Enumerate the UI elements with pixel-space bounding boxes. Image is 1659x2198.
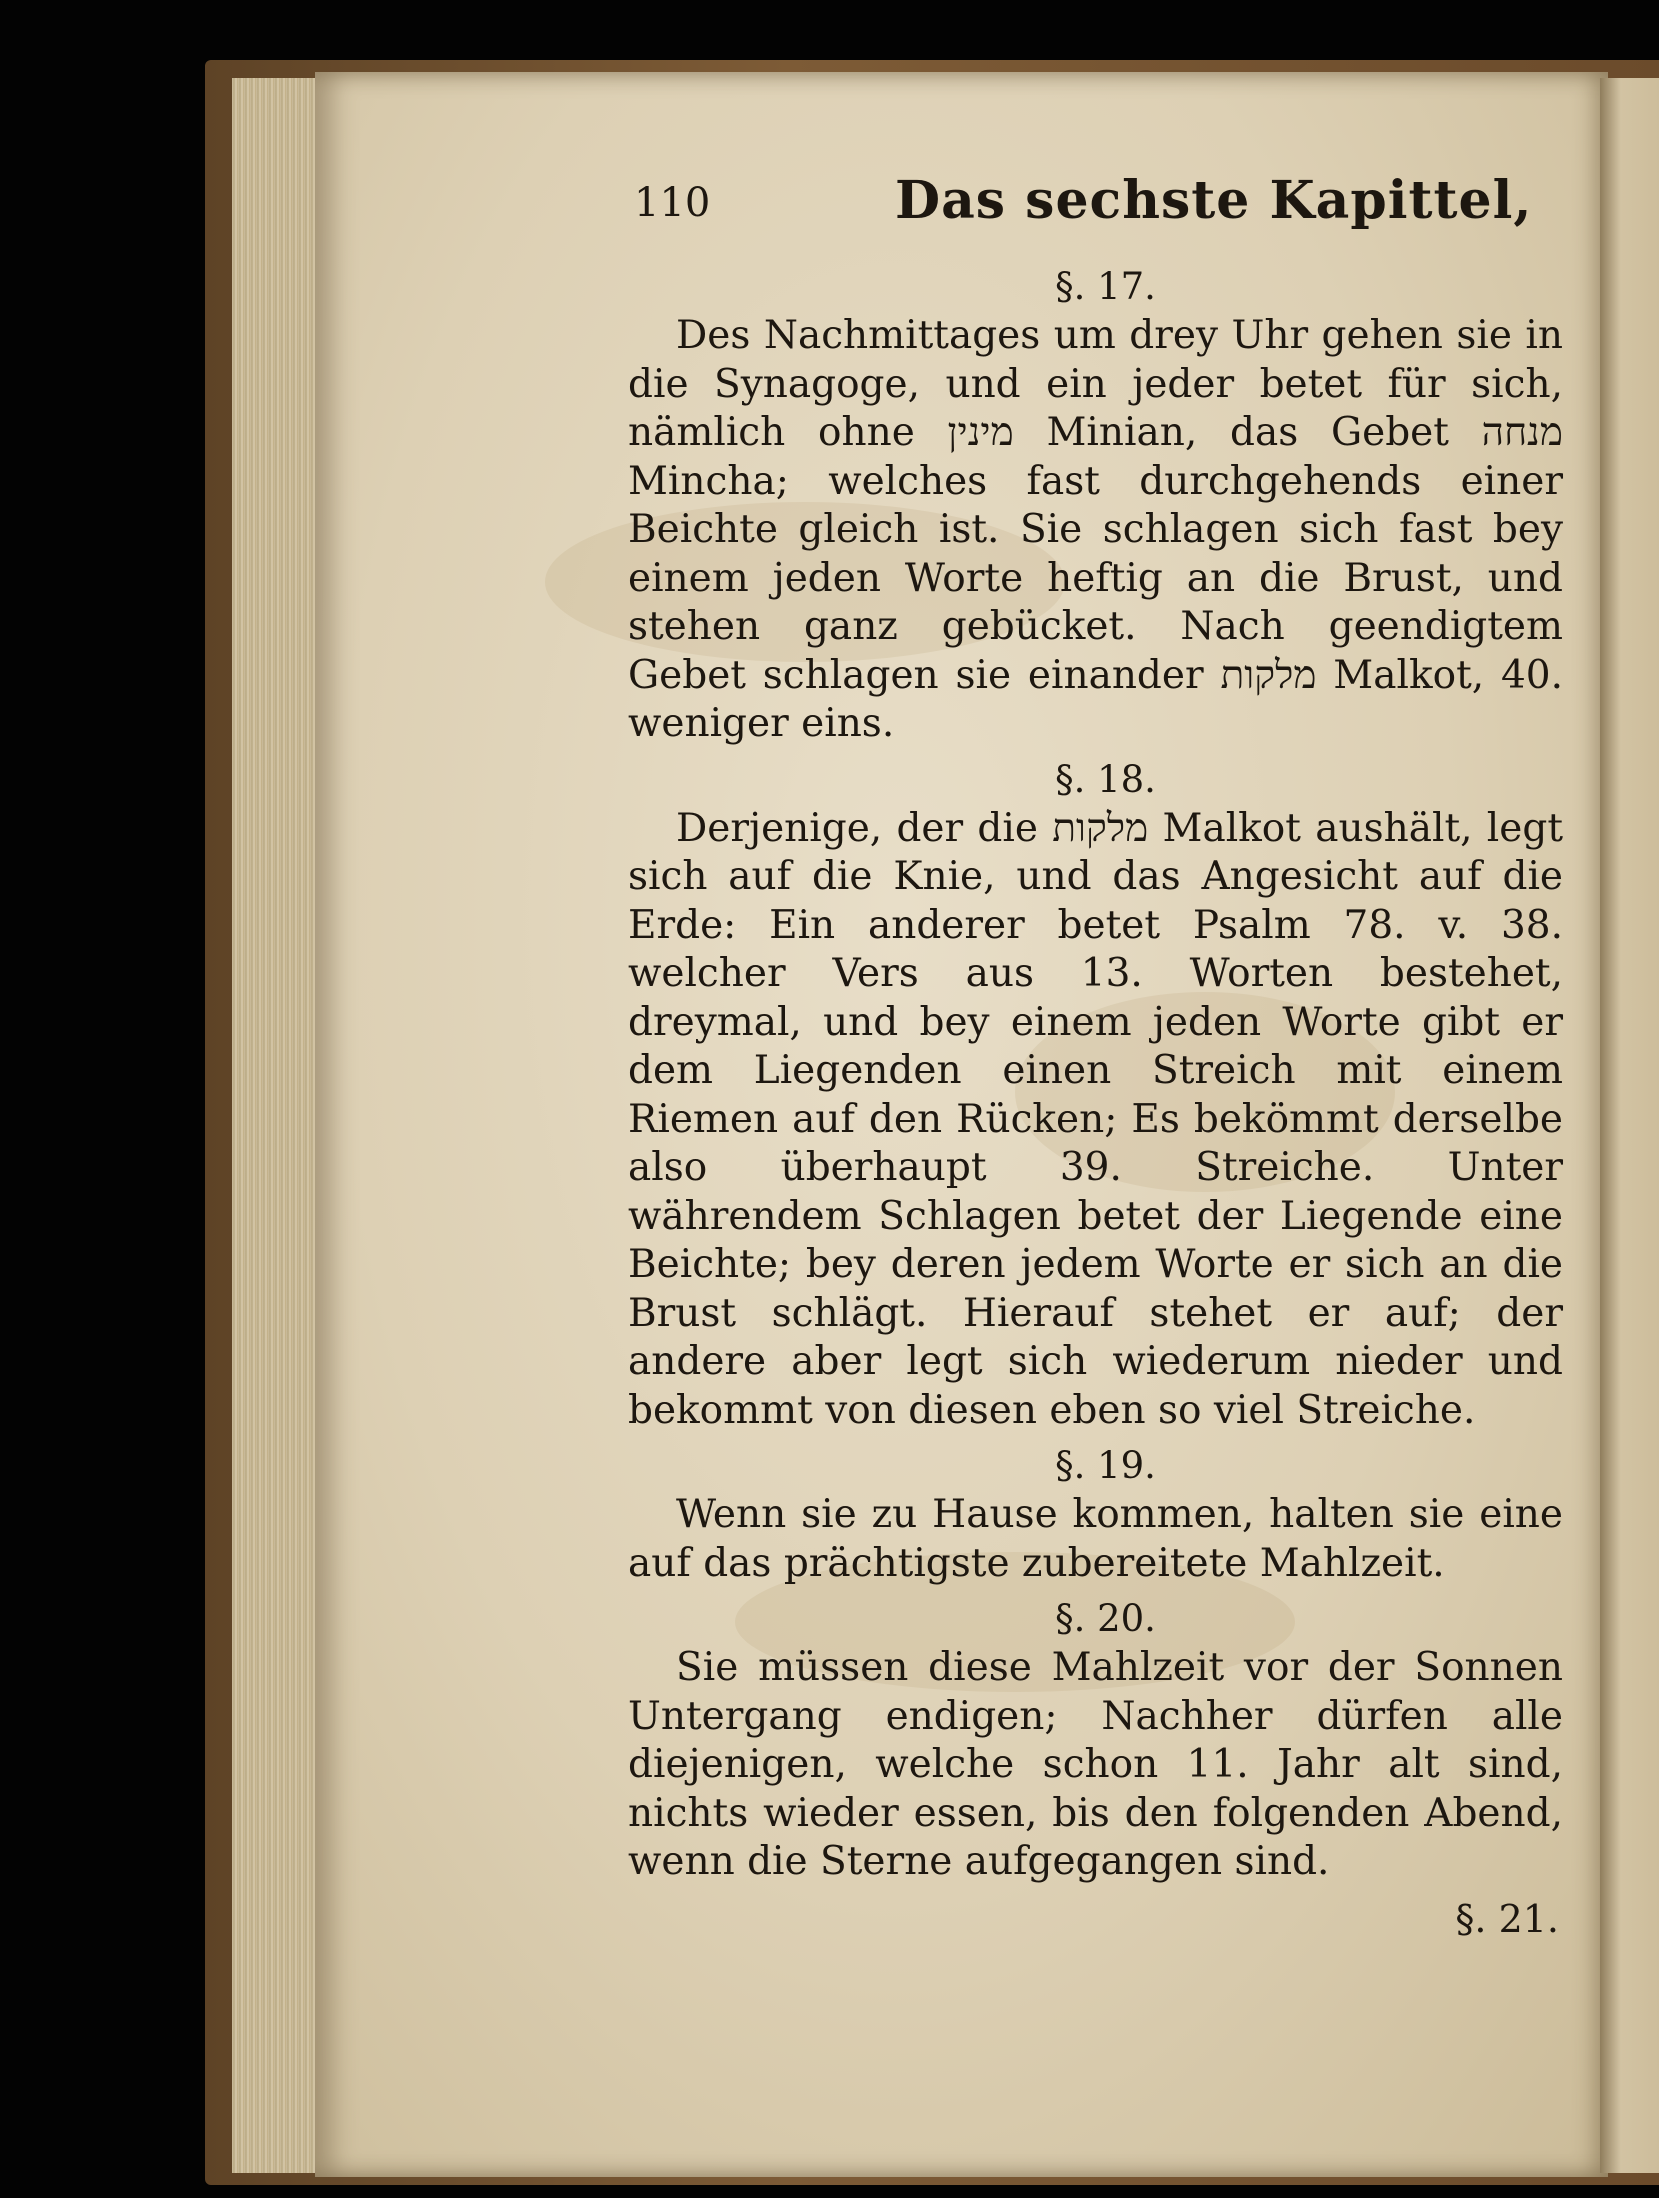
- section-paragraph: [628, 312, 1563, 749]
- running-head: [628, 170, 1563, 244]
- section-mark: §. 17.: [1055, 265, 1156, 308]
- section-text: Wenn sie zu Hause kommen, halten sie eine auf das prächtigste zubereitete Mahlzeit.: [628, 1492, 1563, 1586]
- catchword: §. 21.: [1455, 1896, 1559, 1941]
- page-text: [628, 170, 1563, 1941]
- section-mark: §. 18.: [1055, 757, 1156, 801]
- running-title: Das sechste Kapittel,: [895, 170, 1533, 231]
- section-text: Derjenige, der die מלקות Malkot aushält, legt sich auf die Knie, und das Angesicht auf die Erde: Ein anderer betet Psalm 78. v. 38. welcher Vers aus 13. Worten bestehet, dreymal, und bey einem jeden Worte gibt er dem Liegenden einen Streich mit einem Riemen auf den Rücken; Es bekömmt derselbe also überhaupt 39. Streiche. Unter währendem Schlagen betet der Liegende eine Beichte; bey deren jedem Worte er sich an die Brust schlägt. Hierauf stehet er auf; der andere aber legt sich wiederum nieder und bekommt von diesen eben so viel Streiche.: [628, 805, 1563, 1433]
- section-text: Des Nachmittages um drey Uhr gehen sie in die Synagoge, und ein jeder betet für sich, nämlich ohne מינין Minian, das Gebet מנחה Mincha; welches fast durchgehends einer Beichte gleich ist. Sie schlagen sich fast bey einem jeden Worte heftig an die Brust, und stehen ganz gebücket. Nach geendigtem Gebet schlagen sie einander מלקות Malkot, 40. weniger eins.: [628, 313, 1564, 746]
- page-block-edge: [232, 78, 319, 2173]
- section-paragraph: [628, 805, 1563, 1436]
- section-mark: §. 19.: [1055, 1444, 1156, 1487]
- facing-page-edge: [1600, 78, 1659, 2173]
- section-mark: §. 20.: [1055, 1597, 1156, 1640]
- section-paragraph: [628, 1644, 1563, 1887]
- section-paragraph: [628, 1491, 1563, 1588]
- page-number: 110: [634, 180, 711, 226]
- section-text: Sie müssen diese Mahlzeit vor der Sonnen Untergang endigen; Nachher dürfen alle diejenigen, welche schon 11. Jahr alt sind, nichts wieder essen, bis den folgenden Abend, wenn die Sterne aufgegangen sind.: [628, 1645, 1563, 1884]
